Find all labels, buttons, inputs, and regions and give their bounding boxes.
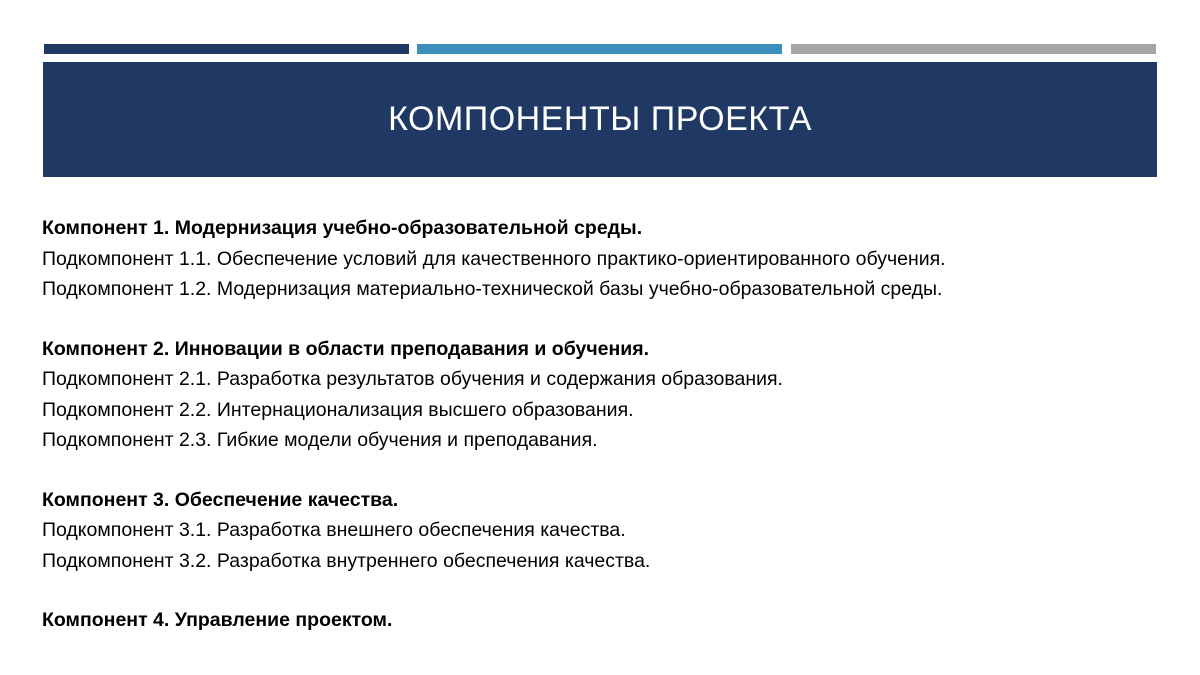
component-2 <box>42 334 1162 456</box>
component-heading: Компонент 4. Управление проектом. <box>42 609 393 631</box>
subcomponent-item: Подкомпонент 2.2. Интернационализация высшего образования. <box>42 398 634 421</box>
title-band <box>43 62 1157 177</box>
subcomponent-item: Подкомпонент 3.2. Разработка внутреннего обеспечения качества. <box>42 549 651 572</box>
components-list <box>42 213 1162 665</box>
decorative-bars <box>44 44 1156 54</box>
component-1 <box>42 213 1162 305</box>
subcomponent-item: Подкомпонент 1.2. Модернизация материально-технической базы учебно-образовательной среды. <box>42 278 943 300</box>
dark-blue-bar <box>44 44 409 54</box>
subcomponent-item: Подкомпонент 2.1. Разработка результатов обучения и содержания образования. <box>42 368 783 390</box>
component-3 <box>42 485 1162 577</box>
subcomponent-item: Подкомпонент 1.1. Обеспечение условий для качественного практико-ориентированного обучения. <box>42 247 946 270</box>
subcomponent-item: Подкомпонент 3.1. Разработка внешнего обеспечения качества. <box>42 519 626 541</box>
component-4 <box>42 605 1162 636</box>
grey-bar <box>791 44 1156 54</box>
component-heading: Компонент 3. Обеспечение качества. <box>42 488 399 511</box>
component-heading: Компонент 2. Инновации в области преподавания и обучения. <box>42 337 650 360</box>
subcomponent-item: Подкомпонент 2.3. Гибкие модели обучения и преподавания. <box>42 429 598 451</box>
slide-title: КОМПОНЕНТЫ ПРОЕКТА <box>388 100 812 138</box>
component-heading: Компонент 1. Модернизация учебно-образовательной среды. <box>42 217 643 239</box>
light-blue-bar <box>417 44 782 54</box>
